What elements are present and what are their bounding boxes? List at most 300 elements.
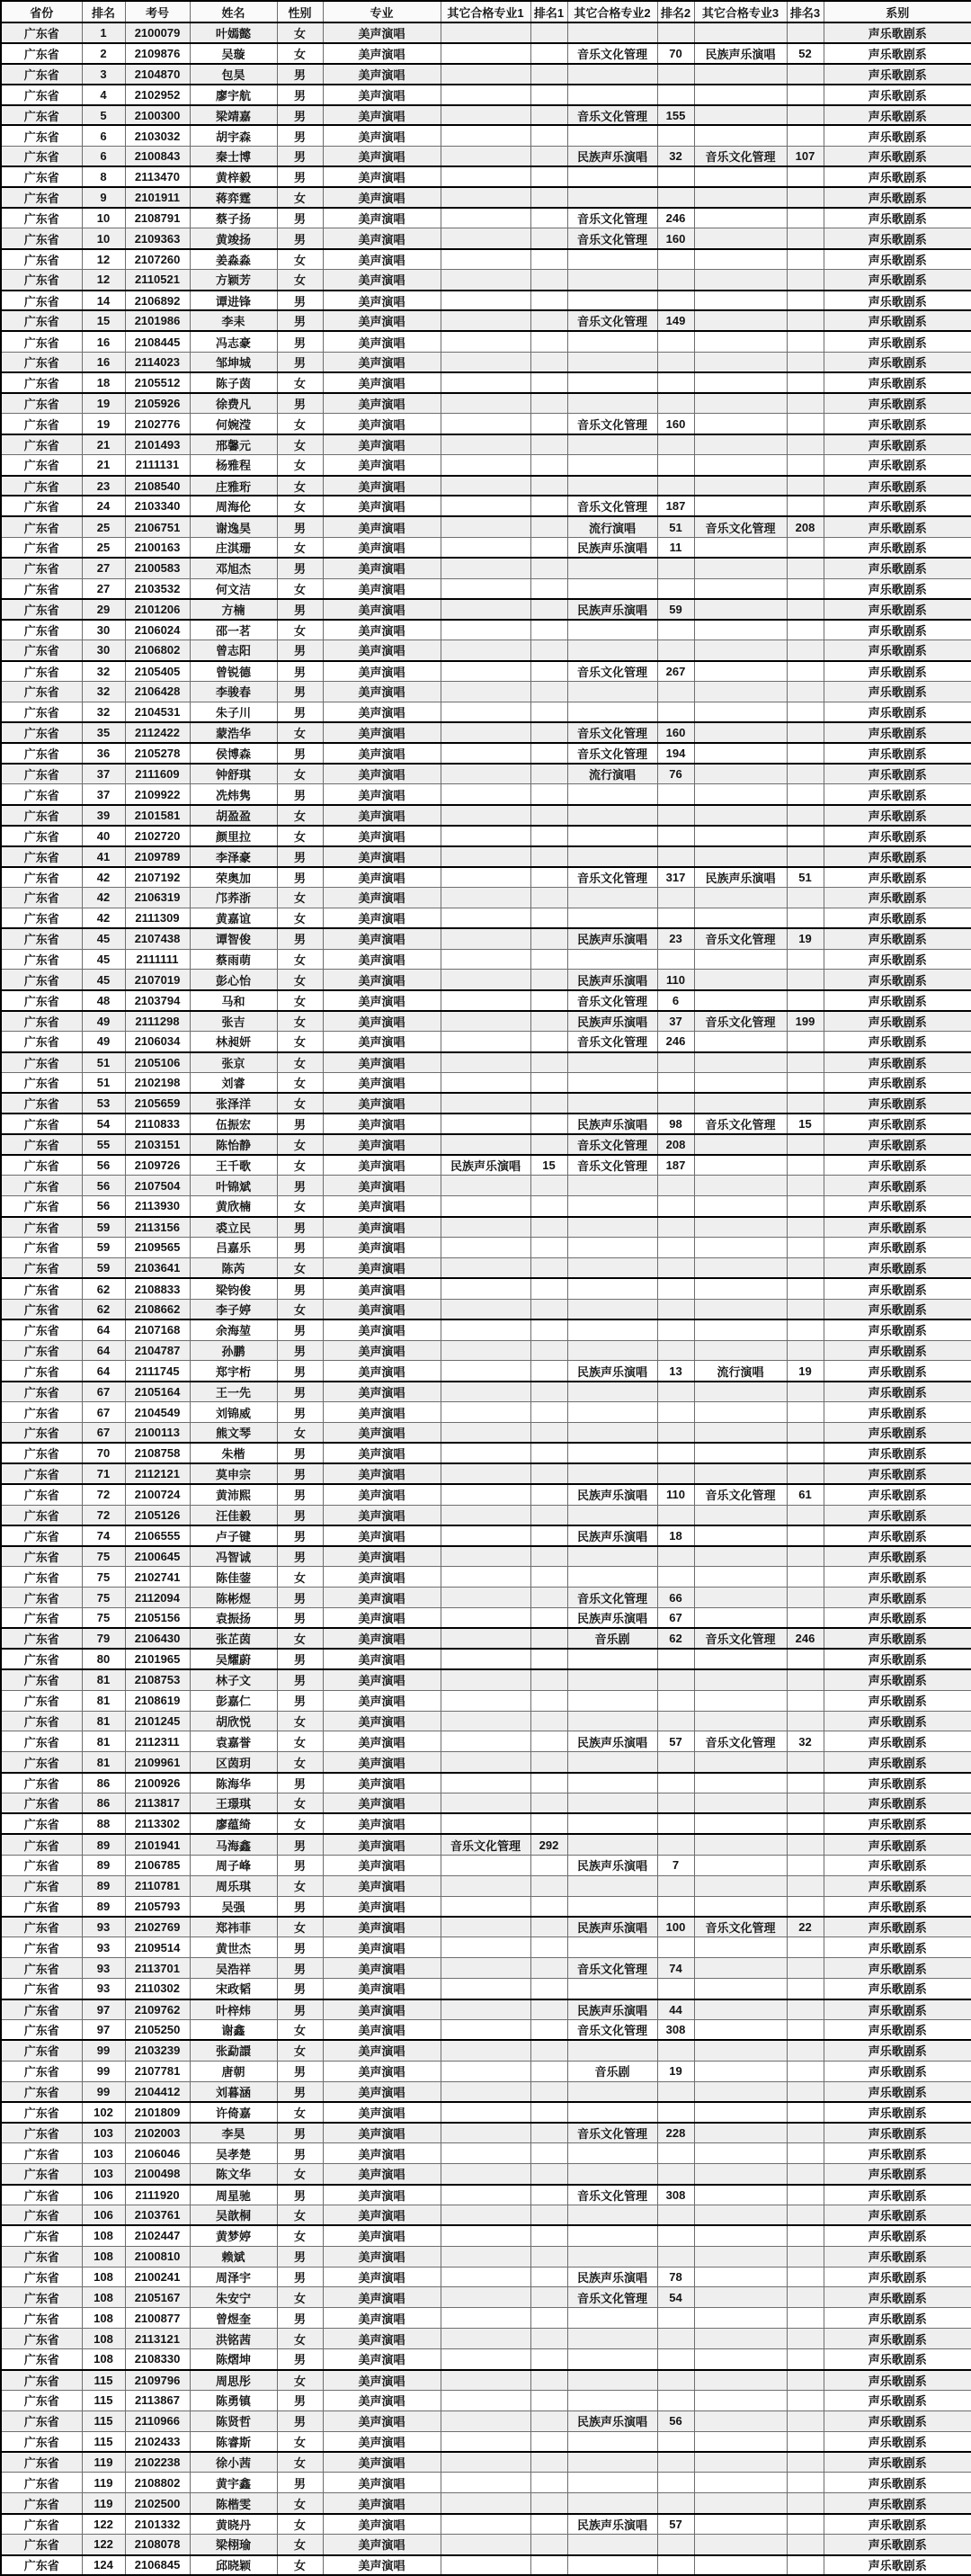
cell-rank: 23 — [82, 476, 125, 496]
cell-province: 广东省 — [1, 1855, 82, 1875]
cell-other-rank-1 — [530, 2040, 567, 2061]
table-row — [1, 1423, 971, 1444]
cell-name: 徐费凡 — [190, 393, 277, 414]
cell-exam-no: 2112094 — [125, 1588, 190, 1608]
cell-name: 胡盈盈 — [190, 805, 277, 826]
cell-exam-no: 2101245 — [125, 1711, 190, 1731]
cell-other-rank-2 — [657, 702, 694, 722]
cell-other-rank-3 — [787, 2493, 824, 2514]
table-row — [1, 22, 971, 43]
table-row — [1, 1773, 971, 1793]
cell-major: 美声演唱 — [323, 1649, 441, 1669]
cell-other-major-3 — [694, 846, 787, 867]
cell-other-major-1 — [441, 1628, 530, 1649]
cell-department: 声乐歌剧系 — [824, 784, 971, 805]
cell-province: 广东省 — [1, 537, 82, 558]
cell-department: 声乐歌剧系 — [824, 826, 971, 846]
cell-name: 朱子川 — [190, 702, 277, 722]
cell-province: 广东省 — [1, 85, 82, 105]
cell-rank: 32 — [82, 682, 125, 702]
cell-other-rank-2: 7 — [657, 1855, 694, 1875]
cell-province: 广东省 — [1, 1773, 82, 1793]
cell-other-major-3 — [694, 2225, 787, 2246]
cell-other-major-2: 民族声乐演唱 — [567, 2411, 657, 2431]
cell-major: 美声演唱 — [323, 476, 441, 496]
cell-other-rank-2: 78 — [657, 2267, 694, 2287]
cell-other-major-2: 民族声乐演唱 — [567, 970, 657, 990]
table-row — [1, 1052, 971, 1073]
cell-exam-no: 2110521 — [125, 270, 190, 291]
cell-rank: 72 — [82, 1505, 125, 1525]
cell-other-major-2 — [567, 620, 657, 640]
cell-other-rank-2: 228 — [657, 2123, 694, 2143]
cell-other-major-1 — [441, 125, 530, 146]
cell-name: 李耒 — [190, 310, 277, 331]
cell-department: 声乐歌剧系 — [824, 516, 971, 537]
cell-rank: 81 — [82, 1690, 125, 1711]
cell-department: 声乐歌剧系 — [824, 2205, 971, 2225]
cell-province: 广东省 — [1, 1834, 82, 1855]
cell-rank: 67 — [82, 1382, 125, 1402]
cell-other-rank-2 — [657, 1567, 694, 1588]
cell-department: 声乐歌剧系 — [824, 2040, 971, 2061]
cell-department: 声乐歌剧系 — [824, 558, 971, 578]
cell-other-rank-3 — [787, 2349, 824, 2370]
cell-province: 广东省 — [1, 1649, 82, 1669]
cell-other-major-1 — [441, 2308, 530, 2329]
cell-other-major-3 — [694, 1855, 787, 1875]
cell-exam-no: 2107019 — [125, 970, 190, 990]
cell-other-major-1 — [441, 1093, 530, 1114]
cell-other-major-1 — [441, 1238, 530, 1258]
cell-major: 美声演唱 — [323, 1937, 441, 1958]
cell-exam-no: 2106751 — [125, 516, 190, 537]
cell-gender: 女 — [277, 537, 323, 558]
cell-name: 陈熠坤 — [190, 2349, 277, 2370]
cell-province: 广东省 — [1, 228, 82, 249]
table-row — [1, 2493, 971, 2514]
cell-other-rank-1 — [530, 1896, 567, 1917]
cell-other-rank-1 — [530, 784, 567, 805]
table-row — [1, 1155, 971, 1176]
cell-other-major-2: 民族声乐演唱 — [567, 146, 657, 166]
cell-department: 声乐歌剧系 — [824, 1917, 971, 1937]
cell-gender: 女 — [277, 2329, 323, 2349]
cell-province: 广东省 — [1, 1155, 82, 1176]
cell-department: 声乐歌剧系 — [824, 352, 971, 372]
cell-other-major-2 — [567, 1402, 657, 1423]
cell-other-rank-2 — [657, 1402, 694, 1423]
cell-exam-no: 2113121 — [125, 2329, 190, 2349]
cell-name: 包昊 — [190, 64, 277, 85]
cell-other-major-1 — [441, 2493, 530, 2514]
cell-major: 美声演唱 — [323, 372, 441, 393]
cell-department: 声乐歌剧系 — [824, 496, 971, 516]
cell-department: 声乐歌剧系 — [824, 1072, 971, 1093]
cell-other-rank-1 — [530, 1484, 567, 1505]
cell-other-rank-1 — [530, 1813, 567, 1834]
cell-other-major-3 — [694, 702, 787, 722]
cell-rank: 108 — [82, 2246, 125, 2267]
cell-gender: 男 — [277, 85, 323, 105]
cell-other-major-1 — [441, 1196, 530, 1217]
cell-other-rank-3 — [787, 1176, 824, 1196]
cell-other-rank-1 — [530, 1217, 567, 1238]
cell-exam-no: 2108791 — [125, 208, 190, 228]
cell-exam-no: 2114023 — [125, 352, 190, 372]
cell-major: 美声演唱 — [323, 2514, 441, 2535]
table-row — [1, 2081, 971, 2102]
cell-other-rank-1 — [530, 1793, 567, 1814]
cell-major: 美声演唱 — [323, 2081, 441, 2102]
table-row — [1, 1896, 971, 1917]
cell-other-major-3: 音乐文化管理 — [694, 516, 787, 537]
cell-other-rank-3 — [787, 764, 824, 784]
cell-other-major-3 — [694, 1134, 787, 1155]
cell-rank: 119 — [82, 2473, 125, 2493]
cell-other-major-1 — [441, 1690, 530, 1711]
cell-other-rank-3 — [787, 1505, 824, 1525]
cell-province: 广东省 — [1, 682, 82, 702]
cell-name: 何文洁 — [190, 578, 277, 599]
cell-other-rank-2: 32 — [657, 146, 694, 166]
cell-exam-no: 2105926 — [125, 393, 190, 414]
cell-other-major-3 — [694, 455, 787, 476]
cell-other-major-2: 音乐剧 — [567, 1628, 657, 1649]
cell-department: 声乐歌剧系 — [824, 434, 971, 455]
cell-other-rank-2 — [657, 393, 694, 414]
cell-other-rank-2: 13 — [657, 1361, 694, 1382]
cell-gender: 男 — [277, 2143, 323, 2164]
cell-major: 美声演唱 — [323, 249, 441, 270]
cell-other-rank-1 — [530, 682, 567, 702]
cell-name: 邵一茗 — [190, 620, 277, 640]
cell-other-rank-1 — [530, 2535, 567, 2555]
cell-other-rank-3 — [787, 1463, 824, 1484]
cell-gender: 女 — [277, 1731, 323, 1752]
cell-other-rank-1 — [530, 1278, 567, 1299]
cell-other-rank-2: 23 — [657, 928, 694, 949]
cell-other-rank-1 — [530, 949, 567, 970]
cell-gender: 女 — [277, 43, 323, 64]
cell-other-rank-2: 6 — [657, 990, 694, 1011]
cell-other-major-1 — [441, 2514, 530, 2535]
cell-other-major-3: 音乐文化管理 — [694, 1114, 787, 1134]
cell-exam-no: 2100810 — [125, 2246, 190, 2267]
cell-other-rank-1 — [530, 1773, 567, 1793]
cell-rank: 81 — [82, 1752, 125, 1773]
cell-major: 美声演唱 — [323, 187, 441, 208]
cell-rank: 30 — [82, 640, 125, 661]
cell-other-major-1 — [441, 1423, 530, 1444]
cell-exam-no: 2102238 — [125, 2452, 190, 2473]
cell-other-rank-2 — [657, 2431, 694, 2452]
cell-department: 声乐歌剧系 — [824, 310, 971, 331]
cell-other-major-2 — [567, 1278, 657, 1299]
cell-other-rank-1 — [530, 1196, 567, 1217]
cell-province: 广东省 — [1, 43, 82, 64]
cell-major: 美声演唱 — [323, 208, 441, 228]
cell-department: 声乐歌剧系 — [824, 2081, 971, 2102]
cell-rank: 124 — [82, 2555, 125, 2576]
cell-rank: 25 — [82, 516, 125, 537]
table-row — [1, 1855, 971, 1875]
cell-gender: 男 — [277, 2349, 323, 2370]
cell-other-major-1 — [441, 2535, 530, 2555]
cell-name: 刘睿 — [190, 1072, 277, 1093]
cell-rank: 71 — [82, 1463, 125, 1484]
cell-other-rank-3 — [787, 249, 824, 270]
cell-province: 广东省 — [1, 2019, 82, 2040]
cell-exam-no: 2104549 — [125, 1402, 190, 1423]
cell-other-major-2: 民族声乐演唱 — [567, 1999, 657, 2020]
cell-rank: 42 — [82, 867, 125, 888]
table-row — [1, 331, 971, 352]
cell-name: 朱楷 — [190, 1443, 277, 1463]
cell-other-rank-3 — [787, 2143, 824, 2164]
table-row — [1, 2102, 971, 2123]
table-row — [1, 1690, 971, 1711]
cell-department: 声乐歌剧系 — [824, 1340, 971, 1361]
cell-other-major-3 — [694, 1752, 787, 1773]
cell-rank: 56 — [82, 1196, 125, 1217]
table-row — [1, 1669, 971, 1690]
cell-other-rank-2 — [657, 826, 694, 846]
cell-other-major-2: 民族声乐演唱 — [567, 1114, 657, 1134]
cell-other-rank-3: 52 — [787, 43, 824, 64]
cell-major: 美声演唱 — [323, 1217, 441, 1238]
cell-other-rank-1 — [530, 990, 567, 1011]
cell-province: 广东省 — [1, 1752, 82, 1773]
cell-name: 黄梦婷 — [190, 2225, 277, 2246]
cell-other-major-2 — [567, 291, 657, 311]
cell-other-major-2 — [567, 1979, 657, 1999]
cell-province: 广东省 — [1, 2040, 82, 2061]
cell-exam-no: 2113867 — [125, 2390, 190, 2411]
cell-other-major-2 — [567, 1176, 657, 1196]
cell-department: 声乐歌剧系 — [824, 208, 971, 228]
cell-major: 美声演唱 — [323, 1711, 441, 1731]
cell-other-rank-3 — [787, 64, 824, 85]
cell-other-major-1 — [441, 1382, 530, 1402]
cell-other-major-1 — [441, 372, 530, 393]
cell-gender: 女 — [277, 2225, 323, 2246]
cell-other-major-1 — [441, 2267, 530, 2287]
cell-other-rank-3 — [787, 291, 824, 311]
cell-rank: 32 — [82, 702, 125, 722]
cell-gender: 女 — [277, 2040, 323, 2061]
cell-province: 广东省 — [1, 331, 82, 352]
cell-other-rank-1 — [530, 1114, 567, 1134]
results-table-body — [1, 22, 971, 2575]
cell-other-rank-3 — [787, 1072, 824, 1093]
cell-name: 何婉滢 — [190, 414, 277, 434]
cell-other-rank-2 — [657, 1979, 694, 1999]
cell-major: 美声演唱 — [323, 43, 441, 64]
cell-major: 美声演唱 — [323, 1628, 441, 1649]
cell-exam-no: 2102433 — [125, 2431, 190, 2452]
cell-other-major-2: 音乐剧 — [567, 2061, 657, 2081]
cell-other-rank-2: 98 — [657, 1114, 694, 1134]
cell-other-rank-2: 194 — [657, 743, 694, 764]
cell-province: 广东省 — [1, 1813, 82, 1834]
cell-major: 美声演唱 — [323, 1134, 441, 1155]
cell-other-rank-3 — [787, 826, 824, 846]
cell-other-major-2 — [567, 578, 657, 599]
cell-department: 声乐歌剧系 — [824, 640, 971, 661]
cell-other-rank-3 — [787, 372, 824, 393]
cell-other-rank-2: 160 — [657, 722, 694, 743]
cell-other-rank-2 — [657, 2225, 694, 2246]
cell-other-major-1 — [441, 1072, 530, 1093]
cell-other-rank-1 — [530, 1855, 567, 1875]
cell-other-rank-2: 66 — [657, 1588, 694, 1608]
cell-gender: 女 — [277, 496, 323, 516]
cell-rank: 16 — [82, 352, 125, 372]
cell-other-major-1 — [441, 558, 530, 578]
cell-other-major-1 — [441, 1608, 530, 1629]
cell-department: 声乐歌剧系 — [824, 105, 971, 126]
cell-other-major-2 — [567, 826, 657, 846]
cell-other-rank-2 — [657, 620, 694, 640]
cell-rank: 88 — [82, 1813, 125, 1834]
cell-other-rank-2 — [657, 1649, 694, 1669]
cell-rank: 8 — [82, 166, 125, 187]
cell-name: 卢子键 — [190, 1525, 277, 1546]
cell-other-rank-2: 74 — [657, 1958, 694, 1979]
cell-other-major-1 — [441, 2411, 530, 2431]
cell-province: 广东省 — [1, 1238, 82, 1258]
cell-other-rank-3 — [787, 887, 824, 908]
cell-major: 美声演唱 — [323, 702, 441, 722]
cell-other-rank-3 — [787, 85, 824, 105]
cell-gender: 男 — [277, 1382, 323, 1402]
cell-province: 广东省 — [1, 1361, 82, 1382]
table-row — [1, 352, 971, 372]
cell-other-major-3 — [694, 2102, 787, 2123]
cell-major: 美声演唱 — [323, 1567, 441, 1588]
cell-gender: 男 — [277, 1546, 323, 1567]
table-row — [1, 1238, 971, 1258]
cell-rank: 39 — [82, 805, 125, 826]
cell-major: 美声演唱 — [323, 1546, 441, 1567]
cell-department: 声乐歌剧系 — [824, 1299, 971, 1319]
cell-other-major-2: 音乐文化管理 — [567, 1588, 657, 1608]
cell-gender: 女 — [277, 1011, 323, 1032]
cell-other-rank-1 — [530, 1319, 567, 1340]
cell-rank: 115 — [82, 2390, 125, 2411]
cell-gender: 男 — [277, 1588, 323, 1608]
cell-exam-no: 2100241 — [125, 2267, 190, 2287]
column-header-department: 系别 — [824, 1, 971, 22]
cell-other-major-1 — [441, 661, 530, 682]
cell-exam-no: 2105167 — [125, 2287, 190, 2308]
cell-province: 广东省 — [1, 1669, 82, 1690]
cell-other-rank-3: 51 — [787, 867, 824, 888]
cell-province: 广东省 — [1, 1443, 82, 1463]
cell-major: 美声演唱 — [323, 125, 441, 146]
cell-other-rank-3 — [787, 208, 824, 228]
cell-other-rank-3 — [787, 1319, 824, 1340]
cell-other-rank-1 — [530, 2411, 567, 2431]
cell-gender: 男 — [277, 2061, 323, 2081]
table-row — [1, 1505, 971, 1525]
cell-department: 声乐歌剧系 — [824, 970, 971, 990]
cell-other-major-1 — [441, 64, 530, 85]
cell-other-rank-2 — [657, 1813, 694, 1834]
cell-other-rank-3 — [787, 537, 824, 558]
cell-major: 美声演唱 — [323, 1793, 441, 1814]
cell-other-major-2: 音乐文化管理 — [567, 414, 657, 434]
cell-name: 蒋弈霆 — [190, 187, 277, 208]
cell-other-major-1 — [441, 1278, 530, 1299]
table-row — [1, 1463, 971, 1484]
cell-other-rank-1 — [530, 166, 567, 187]
cell-other-major-1 — [441, 2555, 530, 2576]
cell-other-major-2 — [567, 1567, 657, 1588]
cell-other-major-1 — [441, 2349, 530, 2370]
cell-other-major-1 — [441, 228, 530, 249]
cell-gender: 男 — [277, 352, 323, 372]
cell-other-major-2 — [567, 1217, 657, 1238]
cell-other-rank-2 — [657, 682, 694, 702]
cell-department: 声乐歌剧系 — [824, 1875, 971, 1896]
cell-other-major-3 — [694, 640, 787, 661]
cell-name: 黄晓丹 — [190, 2514, 277, 2535]
cell-other-major-1 — [441, 166, 530, 187]
cell-other-major-3 — [694, 2019, 787, 2040]
cell-rank: 4 — [82, 85, 125, 105]
cell-other-major-1 — [441, 537, 530, 558]
cell-other-rank-1 — [530, 2287, 567, 2308]
cell-other-major-3 — [694, 2185, 787, 2205]
cell-exam-no: 2100877 — [125, 2308, 190, 2329]
cell-exam-no: 2100113 — [125, 1423, 190, 1444]
cell-other-major-3 — [694, 1669, 787, 1690]
cell-rank: 37 — [82, 764, 125, 784]
cell-gender: 男 — [277, 661, 323, 682]
cell-other-major-1 — [441, 1463, 530, 1484]
cell-exam-no: 2105512 — [125, 372, 190, 393]
cell-other-rank-1 — [530, 2123, 567, 2143]
cell-department: 声乐歌剧系 — [824, 599, 971, 620]
cell-other-major-3 — [694, 1257, 787, 1278]
cell-department: 声乐歌剧系 — [824, 270, 971, 291]
cell-other-major-2 — [567, 1711, 657, 1731]
cell-other-major-3 — [694, 1155, 787, 1176]
cell-rank: 19 — [82, 393, 125, 414]
cell-province: 广东省 — [1, 1423, 82, 1444]
cell-other-rank-3 — [787, 22, 824, 43]
cell-other-major-1 — [441, 516, 530, 537]
cell-gender: 男 — [277, 2081, 323, 2102]
cell-major: 美声演唱 — [323, 1463, 441, 1484]
cell-name: 陈睿斯 — [190, 2431, 277, 2452]
cell-name: 叶嫣懿 — [190, 22, 277, 43]
table-row — [1, 2370, 971, 2391]
cell-other-major-2: 音乐文化管理 — [567, 228, 657, 249]
cell-exam-no: 2110833 — [125, 1114, 190, 1134]
cell-province: 广东省 — [1, 516, 82, 537]
cell-name: 莫申宗 — [190, 1463, 277, 1484]
cell-other-rank-1 — [530, 146, 567, 166]
cell-other-rank-3 — [787, 1608, 824, 1629]
cell-exam-no: 2111131 — [125, 455, 190, 476]
cell-province: 广东省 — [1, 2061, 82, 2081]
cell-other-major-3 — [694, 1382, 787, 1402]
cell-other-rank-2 — [657, 22, 694, 43]
cell-other-major-3 — [694, 1875, 787, 1896]
